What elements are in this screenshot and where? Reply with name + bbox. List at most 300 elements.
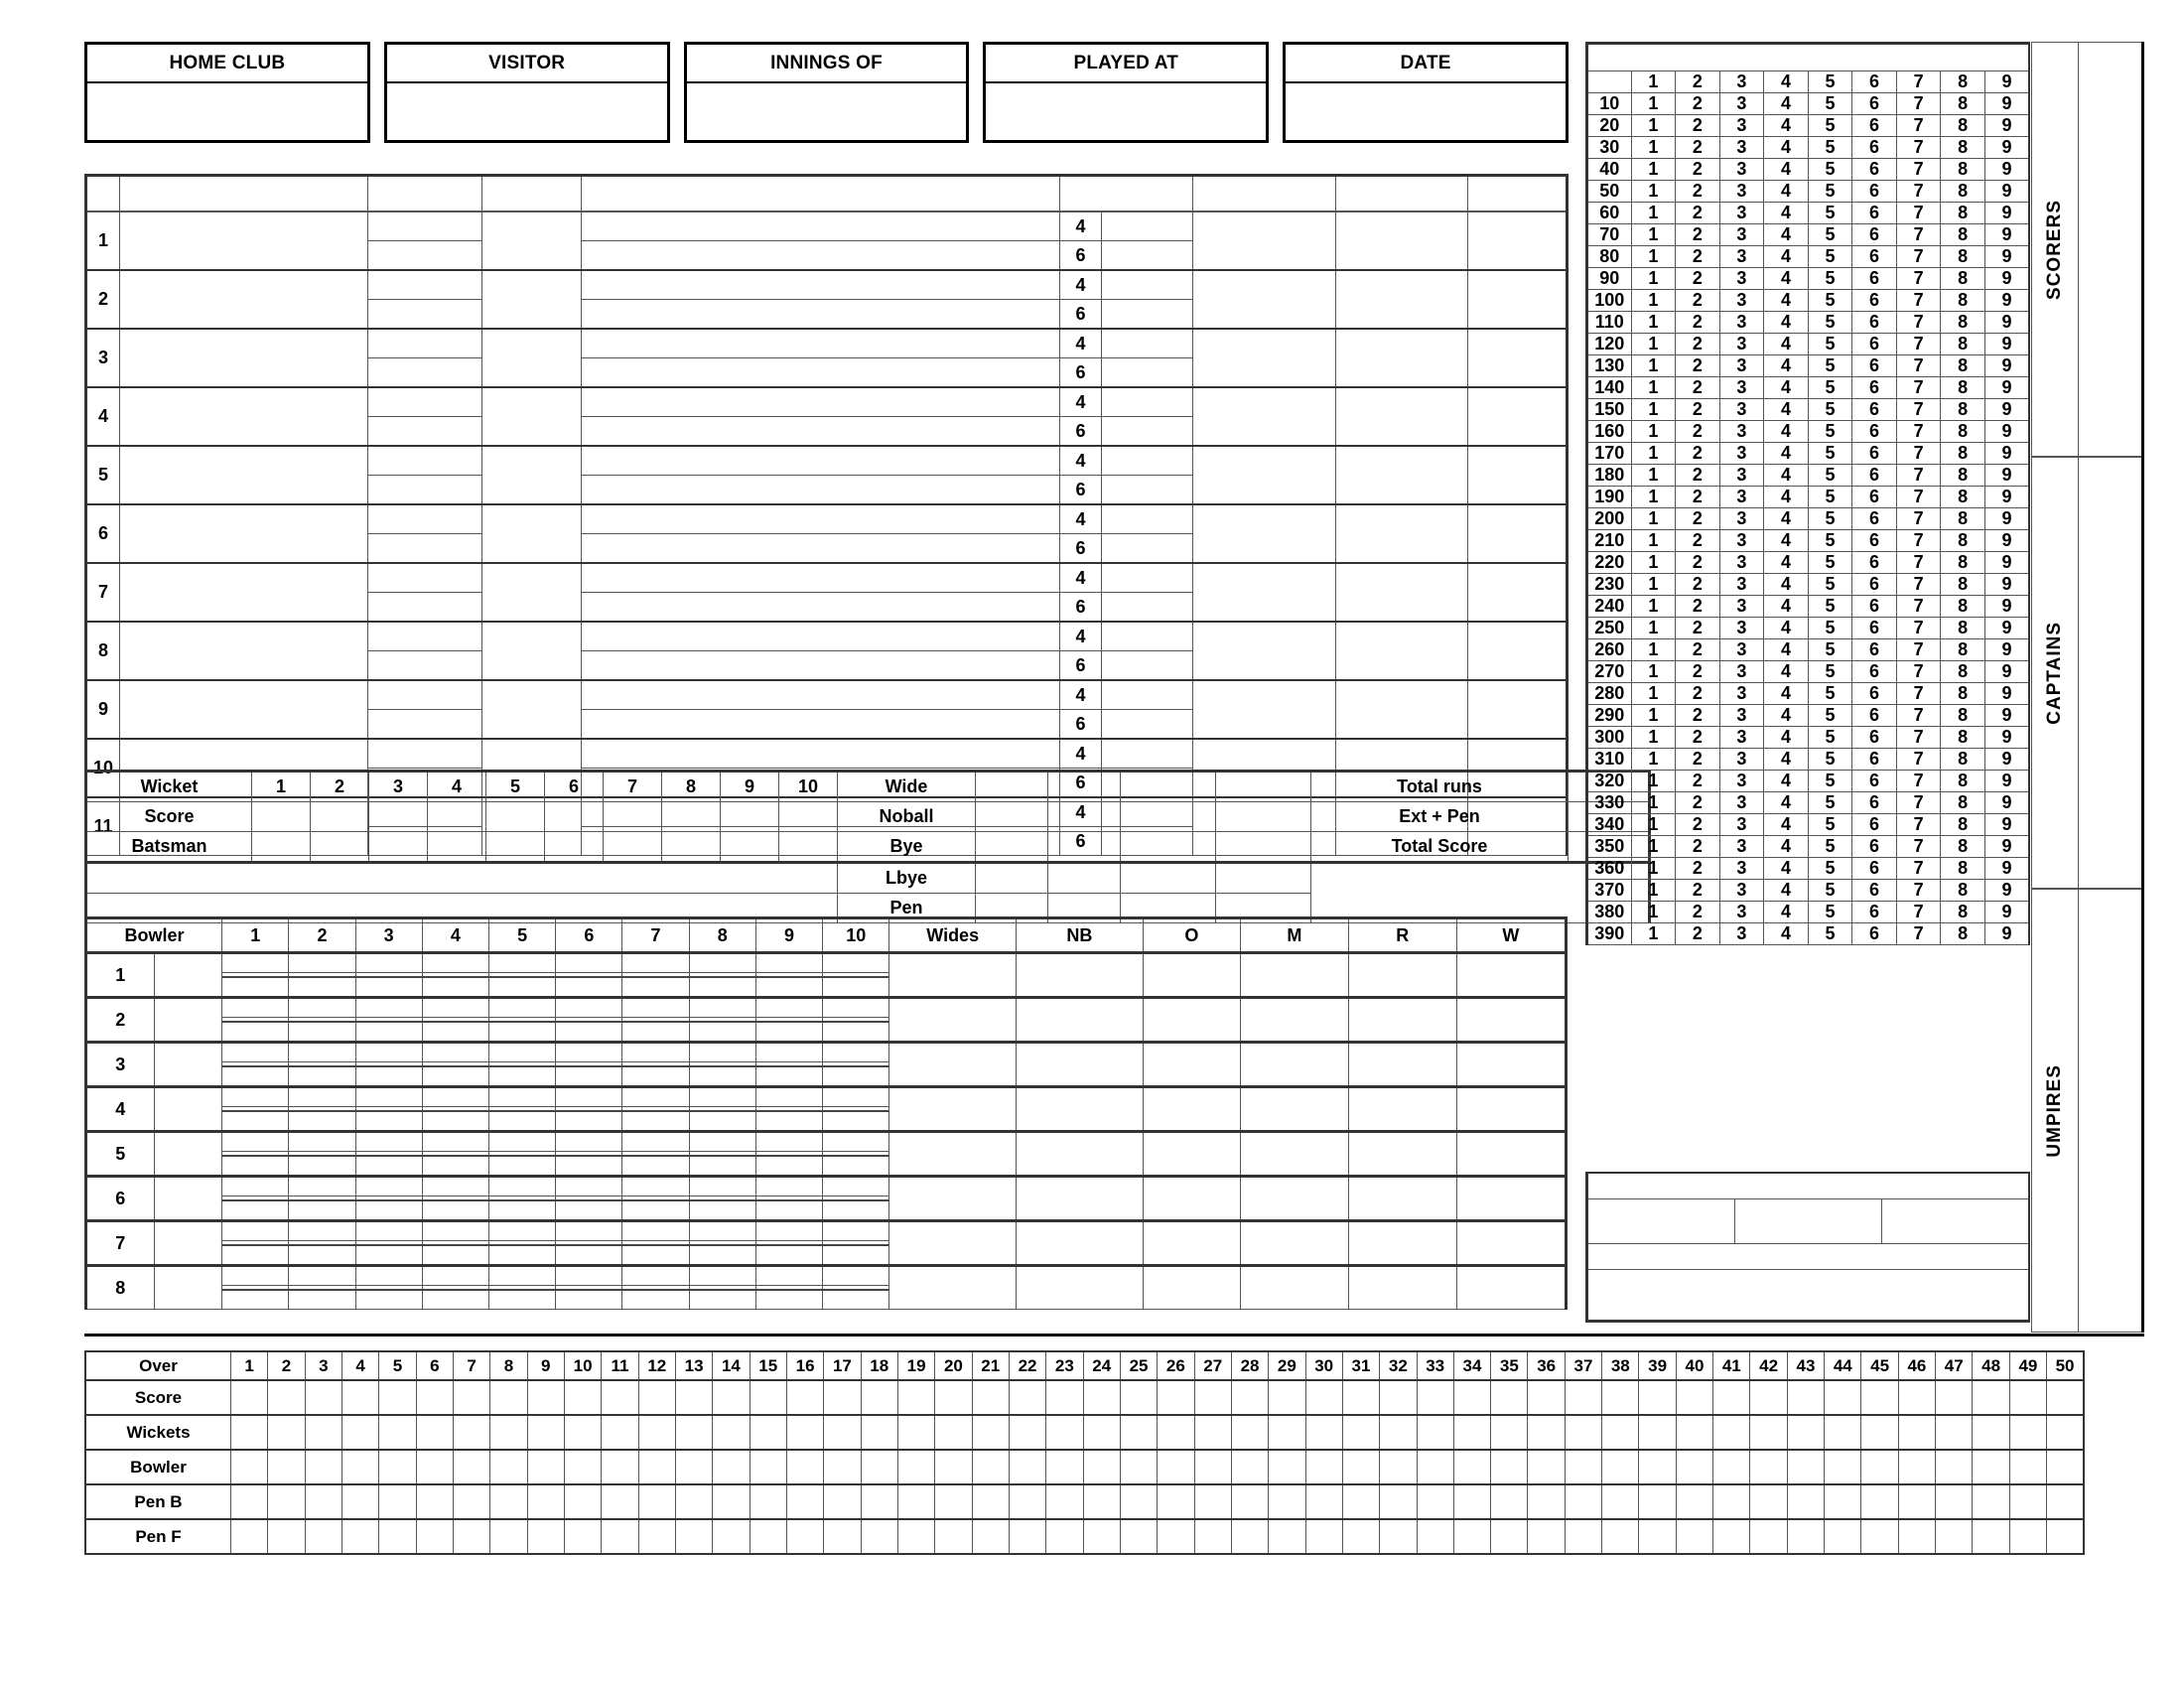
cumulative-run-cell[interactable]: 6: [1852, 443, 1897, 465]
over-tally-pen-b-cell[interactable]: [1009, 1484, 1045, 1519]
bowling-maidens-field[interactable]: [1240, 1221, 1348, 1266]
cumulative-run-cell[interactable]: 3: [1719, 334, 1764, 355]
bowling-ball-cell[interactable]: [755, 1132, 822, 1152]
over-tally-score-cell[interactable]: [527, 1380, 564, 1415]
bowling-name-field[interactable]: [154, 1221, 222, 1266]
cumulative-run-cell[interactable]: 2: [1676, 137, 1720, 159]
over-tally-pen-f-cell[interactable]: [1936, 1519, 1973, 1554]
batting-runs-scored-field-b[interactable]: [582, 534, 1060, 564]
cumulative-run-cell[interactable]: 2: [1676, 683, 1720, 705]
cumulative-run-cell[interactable]: 3: [1719, 71, 1764, 93]
over-tally-bowler-cell[interactable]: [638, 1450, 675, 1484]
cumulative-run-cell[interactable]: 5: [1808, 508, 1852, 530]
batting-fours-field[interactable]: [1102, 446, 1193, 476]
bowling-ball-cell[interactable]: [289, 1043, 355, 1062]
cumulative-run-cell[interactable]: 9: [1984, 181, 2029, 203]
bowling-ball-cell[interactable]: [689, 1290, 755, 1310]
over-tally-wickets-cell[interactable]: [1973, 1415, 2009, 1450]
cumulative-run-cell[interactable]: 2: [1676, 596, 1720, 618]
over-tally-pen-b-cell[interactable]: [750, 1484, 786, 1519]
batting-runs-field[interactable]: [1468, 211, 1568, 270]
bowling-ball-cell[interactable]: [622, 1132, 689, 1152]
cumulative-run-cell[interactable]: 1: [1631, 421, 1676, 443]
cumulative-run-cell[interactable]: 6: [1852, 596, 1897, 618]
cumulative-run-cell[interactable]: 4: [1764, 508, 1809, 530]
over-tally-score-cell[interactable]: [1676, 1380, 1712, 1415]
bowling-ball-cell[interactable]: [823, 953, 889, 973]
extras-wide-field[interactable]: [976, 772, 1048, 802]
bowling-ball-cell[interactable]: [422, 1290, 488, 1310]
cumulative-run-cell[interactable]: 8: [1941, 705, 1985, 727]
cumulative-run-cell[interactable]: 4: [1764, 618, 1809, 639]
cumulative-run-cell[interactable]: 8: [1941, 792, 1985, 814]
cumulative-run-cell[interactable]: 5: [1808, 224, 1852, 246]
over-tally-wickets-cell[interactable]: [638, 1415, 675, 1450]
cumulative-run-cell[interactable]: 2: [1676, 705, 1720, 727]
cumulative-run-cell[interactable]: 9: [1984, 203, 2029, 224]
bowling-ball-cell[interactable]: [222, 1066, 289, 1087]
cumulative-run-cell[interactable]: 8: [1941, 814, 1985, 836]
bowling-ball-cell[interactable]: [289, 1200, 355, 1221]
over-tally-bowler-cell[interactable]: [1825, 1450, 1861, 1484]
bowling-ball-cell[interactable]: [622, 953, 689, 973]
over-tally-pen-b-cell[interactable]: [527, 1484, 564, 1519]
bowling-overs-field[interactable]: [1143, 953, 1240, 998]
cumulative-run-cell[interactable]: 8: [1941, 639, 1985, 661]
cumulative-run-cell[interactable]: 3: [1719, 224, 1764, 246]
cumulative-run-cell[interactable]: 4: [1764, 115, 1809, 137]
batting-runs-scored-field-b[interactable]: [582, 476, 1060, 505]
cumulative-run-cell[interactable]: 4: [1764, 181, 1809, 203]
cumulative-run-cell[interactable]: 7: [1896, 639, 1941, 661]
bowling-ball-cell[interactable]: [755, 1043, 822, 1062]
batting-fours-field[interactable]: [1102, 739, 1193, 769]
cumulative-run-cell[interactable]: 1: [1631, 93, 1676, 115]
cumulative-run-cell[interactable]: 1: [1631, 814, 1676, 836]
cumulative-run-cell[interactable]: 5: [1808, 290, 1852, 312]
cumulative-run-cell[interactable]: 1: [1631, 727, 1676, 749]
cumulative-run-cell[interactable]: 3: [1719, 596, 1764, 618]
batting-bowler-field[interactable]: [1336, 446, 1468, 504]
over-tally-score-cell[interactable]: [1861, 1380, 1898, 1415]
cumulative-run-cell[interactable]: 7: [1896, 312, 1941, 334]
over-tally-wickets-cell[interactable]: [2047, 1415, 2084, 1450]
cumulative-run-cell[interactable]: 6: [1852, 880, 1897, 902]
cumulative-run-cell[interactable]: 3: [1719, 923, 1764, 945]
bowling-ball-cell[interactable]: [289, 1245, 355, 1266]
over-tally-pen-b-cell[interactable]: [786, 1484, 823, 1519]
bowling-overs-field[interactable]: [1143, 1221, 1240, 1266]
batting-out-field[interactable]: [368, 300, 482, 330]
over-tally-score-cell[interactable]: [2047, 1380, 2084, 1415]
over-tally-score-cell[interactable]: [231, 1380, 268, 1415]
over-tally-score-cell[interactable]: [1120, 1380, 1157, 1415]
bowling-ball-cell[interactable]: [422, 1245, 488, 1266]
batting-how-out-field[interactable]: [1193, 680, 1336, 739]
cumulative-run-cell[interactable]: 6: [1852, 203, 1897, 224]
batting-balls-field[interactable]: [482, 387, 582, 446]
over-tally-pen-f-cell[interactable]: [713, 1519, 750, 1554]
cumulative-run-cell[interactable]: 8: [1941, 858, 1985, 880]
cumulative-run-cell[interactable]: 3: [1719, 552, 1764, 574]
fow-score-field[interactable]: [545, 802, 604, 832]
cumulative-run-cell[interactable]: 7: [1896, 618, 1941, 639]
batting-sixes-field[interactable]: [1102, 417, 1193, 447]
cumulative-run-cell[interactable]: 6: [1852, 421, 1897, 443]
over-tally-pen-f-cell[interactable]: [268, 1519, 305, 1554]
cumulative-run-cell[interactable]: 1: [1631, 443, 1676, 465]
over-tally-pen-f-cell[interactable]: [861, 1519, 897, 1554]
cumulative-run-cell[interactable]: 1: [1631, 465, 1676, 487]
batting-fours-field[interactable]: [1102, 329, 1193, 358]
cumulative-run-cell[interactable]: 8: [1941, 880, 1985, 902]
played-at-field[interactable]: [986, 83, 1266, 140]
bowling-ball-cell[interactable]: [355, 977, 422, 998]
cumulative-run-cell[interactable]: 9: [1984, 552, 2029, 574]
cumulative-run-cell[interactable]: 3: [1719, 115, 1764, 137]
cumulative-run-cell[interactable]: 7: [1896, 137, 1941, 159]
bowling-runs-field[interactable]: [1348, 1266, 1456, 1310]
fow-score-field[interactable]: [662, 802, 721, 832]
extras-bye-field[interactable]: [976, 832, 1048, 863]
over-tally-wickets-cell[interactable]: [713, 1415, 750, 1450]
over-tally-bowler-cell[interactable]: [1083, 1450, 1120, 1484]
cumulative-run-cell[interactable]: 6: [1852, 312, 1897, 334]
over-tally-wickets-cell[interactable]: [935, 1415, 972, 1450]
bowling-ball-cell[interactable]: [355, 998, 422, 1018]
cumulative-run-cell[interactable]: 8: [1941, 902, 1985, 923]
over-tally-score-cell[interactable]: [1639, 1380, 1676, 1415]
cumulative-run-cell[interactable]: 1: [1631, 749, 1676, 771]
cumulative-run-cell[interactable]: 2: [1676, 465, 1720, 487]
over-tally-score-cell[interactable]: [602, 1380, 638, 1415]
over-tally-bowler-cell[interactable]: [1973, 1450, 2009, 1484]
over-tally-bowler-cell[interactable]: [750, 1450, 786, 1484]
bowling-ball-cell[interactable]: [689, 953, 755, 973]
batting-runs-field[interactable]: [1468, 504, 1568, 563]
cumulative-run-cell[interactable]: 8: [1941, 574, 1985, 596]
bowling-runs-field[interactable]: [1348, 953, 1456, 998]
batting-balls-field[interactable]: [482, 622, 582, 680]
over-tally-pen-f-cell[interactable]: [1825, 1519, 1861, 1554]
over-tally-pen-b-cell[interactable]: [861, 1484, 897, 1519]
over-tally-pen-f-cell[interactable]: [1750, 1519, 1787, 1554]
over-tally-wickets-cell[interactable]: [231, 1415, 268, 1450]
over-tally-score-cell[interactable]: [1528, 1380, 1565, 1415]
date-field[interactable]: [1286, 83, 1566, 140]
cumulative-run-cell[interactable]: 4: [1764, 268, 1809, 290]
cumulative-run-cell[interactable]: 3: [1719, 443, 1764, 465]
batting-in-field[interactable]: [368, 622, 482, 651]
over-tally-bowler-cell[interactable]: [713, 1450, 750, 1484]
cumulative-run-cell[interactable]: 7: [1896, 858, 1941, 880]
cumulative-run-cell[interactable]: 5: [1808, 399, 1852, 421]
cumulative-run-cell[interactable]: 6: [1852, 159, 1897, 181]
cumulative-run-cell[interactable]: 2: [1676, 487, 1720, 508]
cumulative-run-cell[interactable]: 5: [1808, 618, 1852, 639]
cumulative-run-cell[interactable]: 3: [1719, 705, 1764, 727]
batting-sixes-field[interactable]: [1102, 358, 1193, 388]
bowling-ball-cell[interactable]: [355, 1266, 422, 1286]
batting-name-field[interactable]: [120, 446, 368, 504]
cumulative-run-cell[interactable]: 7: [1896, 159, 1941, 181]
cumulative-run-cell[interactable]: 7: [1896, 749, 1941, 771]
cumulative-run-cell[interactable]: 7: [1896, 574, 1941, 596]
over-tally-pen-b-cell[interactable]: [1676, 1484, 1712, 1519]
batting-runs-scored-field-a[interactable]: [582, 680, 1060, 710]
bowling-ball-cell[interactable]: [422, 998, 488, 1018]
fow-batsman-field[interactable]: [486, 832, 545, 863]
over-tally-pen-f-cell[interactable]: [1046, 1519, 1083, 1554]
cumulative-run-cell[interactable]: 3: [1719, 203, 1764, 224]
bowling-ball-cell[interactable]: [289, 1221, 355, 1241]
over-tally-score-cell[interactable]: [935, 1380, 972, 1415]
cumulative-run-cell[interactable]: 8: [1941, 203, 1985, 224]
bowling-ball-cell[interactable]: [289, 1290, 355, 1310]
cumulative-run-cell[interactable]: 5: [1808, 792, 1852, 814]
cumulative-run-cell[interactable]: 2: [1676, 355, 1720, 377]
bowling-nb-field[interactable]: [1017, 1043, 1144, 1087]
cumulative-run-cell[interactable]: 1: [1631, 224, 1676, 246]
bowling-ball-cell[interactable]: [689, 1132, 755, 1152]
cumulative-run-cell[interactable]: 4: [1764, 421, 1809, 443]
cumulative-run-cell[interactable]: 9: [1984, 771, 2029, 792]
bowling-ball-cell[interactable]: [355, 953, 422, 973]
cumulative-run-cell[interactable]: 1: [1631, 137, 1676, 159]
cumulative-run-cell[interactable]: 9: [1984, 93, 2029, 115]
bowling-ball-cell[interactable]: [556, 1290, 622, 1310]
over-tally-pen-b-cell[interactable]: [305, 1484, 341, 1519]
batting-out-field[interactable]: [368, 534, 482, 564]
bowling-ball-cell[interactable]: [489, 1132, 556, 1152]
over-tally-wickets-cell[interactable]: [1194, 1415, 1231, 1450]
bowling-ball-cell[interactable]: [689, 1066, 755, 1087]
cumulative-run-cell[interactable]: 5: [1808, 71, 1852, 93]
cumulative-run-cell[interactable]: 9: [1984, 71, 2029, 93]
fow-score-field[interactable]: [721, 802, 779, 832]
fow-batsman-field[interactable]: [252, 832, 311, 863]
cumulative-run-cell[interactable]: 9: [1984, 246, 2029, 268]
cumulative-run-cell[interactable]: 1: [1631, 530, 1676, 552]
home-club-field[interactable]: [87, 83, 367, 140]
cumulative-run-cell[interactable]: 3: [1719, 880, 1764, 902]
bowling-ball-cell[interactable]: [755, 1177, 822, 1196]
cumulative-run-cell[interactable]: 1: [1631, 771, 1676, 792]
cumulative-run-cell[interactable]: 9: [1984, 639, 2029, 661]
over-tally-pen-f-cell[interactable]: [416, 1519, 453, 1554]
bowling-ball-cell[interactable]: [289, 1066, 355, 1087]
extras-lbye-field[interactable]: [1121, 863, 1216, 894]
bowling-ball-cell[interactable]: [622, 1066, 689, 1087]
batting-fours-field[interactable]: [1102, 563, 1193, 593]
over-tally-pen-b-cell[interactable]: [1825, 1484, 1861, 1519]
cumulative-run-cell[interactable]: 5: [1808, 880, 1852, 902]
cumulative-run-cell[interactable]: 7: [1896, 93, 1941, 115]
cumulative-run-cell[interactable]: 3: [1719, 792, 1764, 814]
bowling-ball-cell[interactable]: [556, 1266, 622, 1286]
over-tally-pen-b-cell[interactable]: [713, 1484, 750, 1519]
over-tally-score-cell[interactable]: [1565, 1380, 1601, 1415]
over-tally-pen-b-cell[interactable]: [1380, 1484, 1417, 1519]
cumulative-run-cell[interactable]: 9: [1984, 334, 2029, 355]
cumulative-run-cell[interactable]: 7: [1896, 487, 1941, 508]
cumulative-run-cell[interactable]: 9: [1984, 443, 2029, 465]
fow-score-field[interactable]: [311, 802, 369, 832]
cumulative-run-cell[interactable]: 3: [1719, 312, 1764, 334]
bowling-name-field[interactable]: [154, 953, 222, 998]
summary-wickets-field[interactable]: [1882, 1199, 2030, 1244]
over-tally-score-cell[interactable]: [1417, 1380, 1453, 1415]
cumulative-run-cell[interactable]: 2: [1676, 71, 1720, 93]
cumulative-run-cell[interactable]: 7: [1896, 443, 1941, 465]
over-tally-wickets-cell[interactable]: [1046, 1415, 1083, 1450]
cumulative-run-cell[interactable]: 9: [1984, 530, 2029, 552]
bowling-ball-cell[interactable]: [489, 1043, 556, 1062]
batting-runs-scored-field-a[interactable]: [582, 270, 1060, 300]
cumulative-run-cell[interactable]: 5: [1808, 115, 1852, 137]
cumulative-run-cell[interactable]: 2: [1676, 443, 1720, 465]
cumulative-run-cell[interactable]: 6: [1852, 552, 1897, 574]
over-tally-score-cell[interactable]: [1231, 1380, 1268, 1415]
over-tally-score-cell[interactable]: [1750, 1380, 1787, 1415]
batting-runs-scored-field-b[interactable]: [582, 358, 1060, 388]
batting-name-field[interactable]: [120, 680, 368, 739]
over-tally-pen-b-cell[interactable]: [1861, 1484, 1898, 1519]
cumulative-run-cell[interactable]: 8: [1941, 71, 1985, 93]
cumulative-run-cell[interactable]: 6: [1852, 618, 1897, 639]
cumulative-run-cell[interactable]: 8: [1941, 530, 1985, 552]
cumulative-run-cell[interactable]: 8: [1941, 661, 1985, 683]
over-tally-score-cell[interactable]: [1269, 1380, 1305, 1415]
bowling-ball-cell[interactable]: [489, 1177, 556, 1196]
cumulative-run-cell[interactable]: 1: [1631, 487, 1676, 508]
cumulative-run-cell[interactable]: 4: [1764, 880, 1809, 902]
over-tally-pen-b-cell[interactable]: [1231, 1484, 1268, 1519]
over-tally-pen-f-cell[interactable]: [1528, 1519, 1565, 1554]
batting-out-field[interactable]: [368, 417, 482, 447]
batting-runs-field[interactable]: [1468, 446, 1568, 504]
bowling-ball-cell[interactable]: [823, 1022, 889, 1043]
cumulative-run-cell[interactable]: 6: [1852, 836, 1897, 858]
batting-out-field[interactable]: [368, 241, 482, 271]
over-tally-score-cell[interactable]: [1380, 1380, 1417, 1415]
cumulative-run-cell[interactable]: 7: [1896, 902, 1941, 923]
cumulative-run-cell[interactable]: 9: [1984, 836, 2029, 858]
over-tally-pen-b-cell[interactable]: [1973, 1484, 2009, 1519]
cumulative-run-cell[interactable]: 6: [1852, 465, 1897, 487]
over-tally-pen-b-cell[interactable]: [416, 1484, 453, 1519]
bowling-ball-cell[interactable]: [622, 1290, 689, 1310]
cumulative-run-cell[interactable]: 4: [1764, 465, 1809, 487]
over-tally-pen-f-cell[interactable]: [2009, 1519, 2046, 1554]
bowling-ball-cell[interactable]: [556, 1200, 622, 1221]
batting-runs-scored-field-a[interactable]: [582, 446, 1060, 476]
cumulative-run-cell[interactable]: 1: [1631, 792, 1676, 814]
cumulative-run-cell[interactable]: 4: [1764, 377, 1809, 399]
cumulative-run-cell[interactable]: 7: [1896, 661, 1941, 683]
cumulative-run-cell[interactable]: 1: [1631, 312, 1676, 334]
cumulative-run-cell[interactable]: 1: [1631, 181, 1676, 203]
over-tally-pen-f-cell[interactable]: [824, 1519, 861, 1554]
over-tally-pen-b-cell[interactable]: [1898, 1484, 1935, 1519]
cumulative-run-cell[interactable]: 5: [1808, 355, 1852, 377]
cumulative-run-cell[interactable]: 2: [1676, 115, 1720, 137]
cumulative-run-cell[interactable]: 9: [1984, 792, 2029, 814]
cumulative-run-cell[interactable]: 7: [1896, 334, 1941, 355]
over-tally-bowler-cell[interactable]: [824, 1450, 861, 1484]
over-tally-pen-b-cell[interactable]: [1491, 1484, 1528, 1519]
bowling-ball-cell[interactable]: [823, 1200, 889, 1221]
cumulative-run-cell[interactable]: 2: [1676, 399, 1720, 421]
bowling-ball-cell[interactable]: [355, 1066, 422, 1087]
bowling-name-field[interactable]: [154, 1087, 222, 1132]
cumulative-run-cell[interactable]: 5: [1808, 771, 1852, 792]
bowling-wickets-field[interactable]: [1456, 1043, 1566, 1087]
batting-runs-scored-field-b[interactable]: [582, 710, 1060, 740]
cumulative-run-cell[interactable]: 5: [1808, 421, 1852, 443]
bowling-wickets-field[interactable]: [1456, 1221, 1566, 1266]
bowling-ball-cell[interactable]: [222, 1087, 289, 1107]
bowling-ball-cell[interactable]: [689, 1022, 755, 1043]
fow-batsman-field[interactable]: [369, 832, 428, 863]
batting-runs-field[interactable]: [1468, 563, 1568, 622]
cumulative-run-cell[interactable]: 9: [1984, 224, 2029, 246]
bowling-ball-cell[interactable]: [422, 1066, 488, 1087]
over-tally-bowler-cell[interactable]: [1602, 1450, 1639, 1484]
bowling-ball-cell[interactable]: [689, 1245, 755, 1266]
cumulative-run-cell[interactable]: 1: [1631, 203, 1676, 224]
bowling-wickets-field[interactable]: [1456, 1266, 1566, 1310]
batting-name-field[interactable]: [120, 270, 368, 329]
over-tally-score-cell[interactable]: [1083, 1380, 1120, 1415]
batting-fours-field[interactable]: [1102, 504, 1193, 534]
bowling-ball-cell[interactable]: [556, 1066, 622, 1087]
cumulative-run-cell[interactable]: 4: [1764, 574, 1809, 596]
cumulative-run-cell[interactable]: 3: [1719, 771, 1764, 792]
cumulative-run-cell[interactable]: 5: [1808, 727, 1852, 749]
bowling-ball-cell[interactable]: [556, 1087, 622, 1107]
bowling-wickets-field[interactable]: [1456, 1132, 1566, 1177]
cumulative-run-cell[interactable]: 3: [1719, 858, 1764, 880]
over-tally-pen-f-cell[interactable]: [1009, 1519, 1045, 1554]
bowling-ball-cell[interactable]: [755, 977, 822, 998]
cumulative-run-cell[interactable]: 2: [1676, 334, 1720, 355]
over-tally-pen-b-cell[interactable]: [231, 1484, 268, 1519]
batting-bowler-field[interactable]: [1336, 387, 1468, 446]
over-tally-score-cell[interactable]: [713, 1380, 750, 1415]
over-tally-bowler-cell[interactable]: [2009, 1450, 2046, 1484]
bowling-ball-cell[interactable]: [355, 1087, 422, 1107]
bowling-ball-cell[interactable]: [489, 953, 556, 973]
bowling-ball-cell[interactable]: [755, 1022, 822, 1043]
cumulative-run-cell[interactable]: 9: [1984, 727, 2029, 749]
cumulative-run-cell[interactable]: 8: [1941, 596, 1985, 618]
bowling-ball-cell[interactable]: [355, 1245, 422, 1266]
batting-fours-field[interactable]: [1102, 270, 1193, 300]
over-tally-wickets-cell[interactable]: [490, 1415, 527, 1450]
over-tally-pen-f-cell[interactable]: [638, 1519, 675, 1554]
cumulative-run-cell[interactable]: 3: [1719, 814, 1764, 836]
cumulative-run-cell[interactable]: 6: [1852, 771, 1897, 792]
over-tally-bowler-cell[interactable]: [675, 1450, 712, 1484]
cumulative-run-cell[interactable]: 1: [1631, 552, 1676, 574]
over-tally-pen-f-cell[interactable]: [1713, 1519, 1750, 1554]
bowling-ball-cell[interactable]: [556, 1156, 622, 1177]
bowling-ball-cell[interactable]: [289, 998, 355, 1018]
extras-noball-field[interactable]: [1048, 802, 1121, 832]
bowling-ball-cell[interactable]: [556, 1111, 622, 1132]
captains-field[interactable]: [2079, 458, 2143, 888]
